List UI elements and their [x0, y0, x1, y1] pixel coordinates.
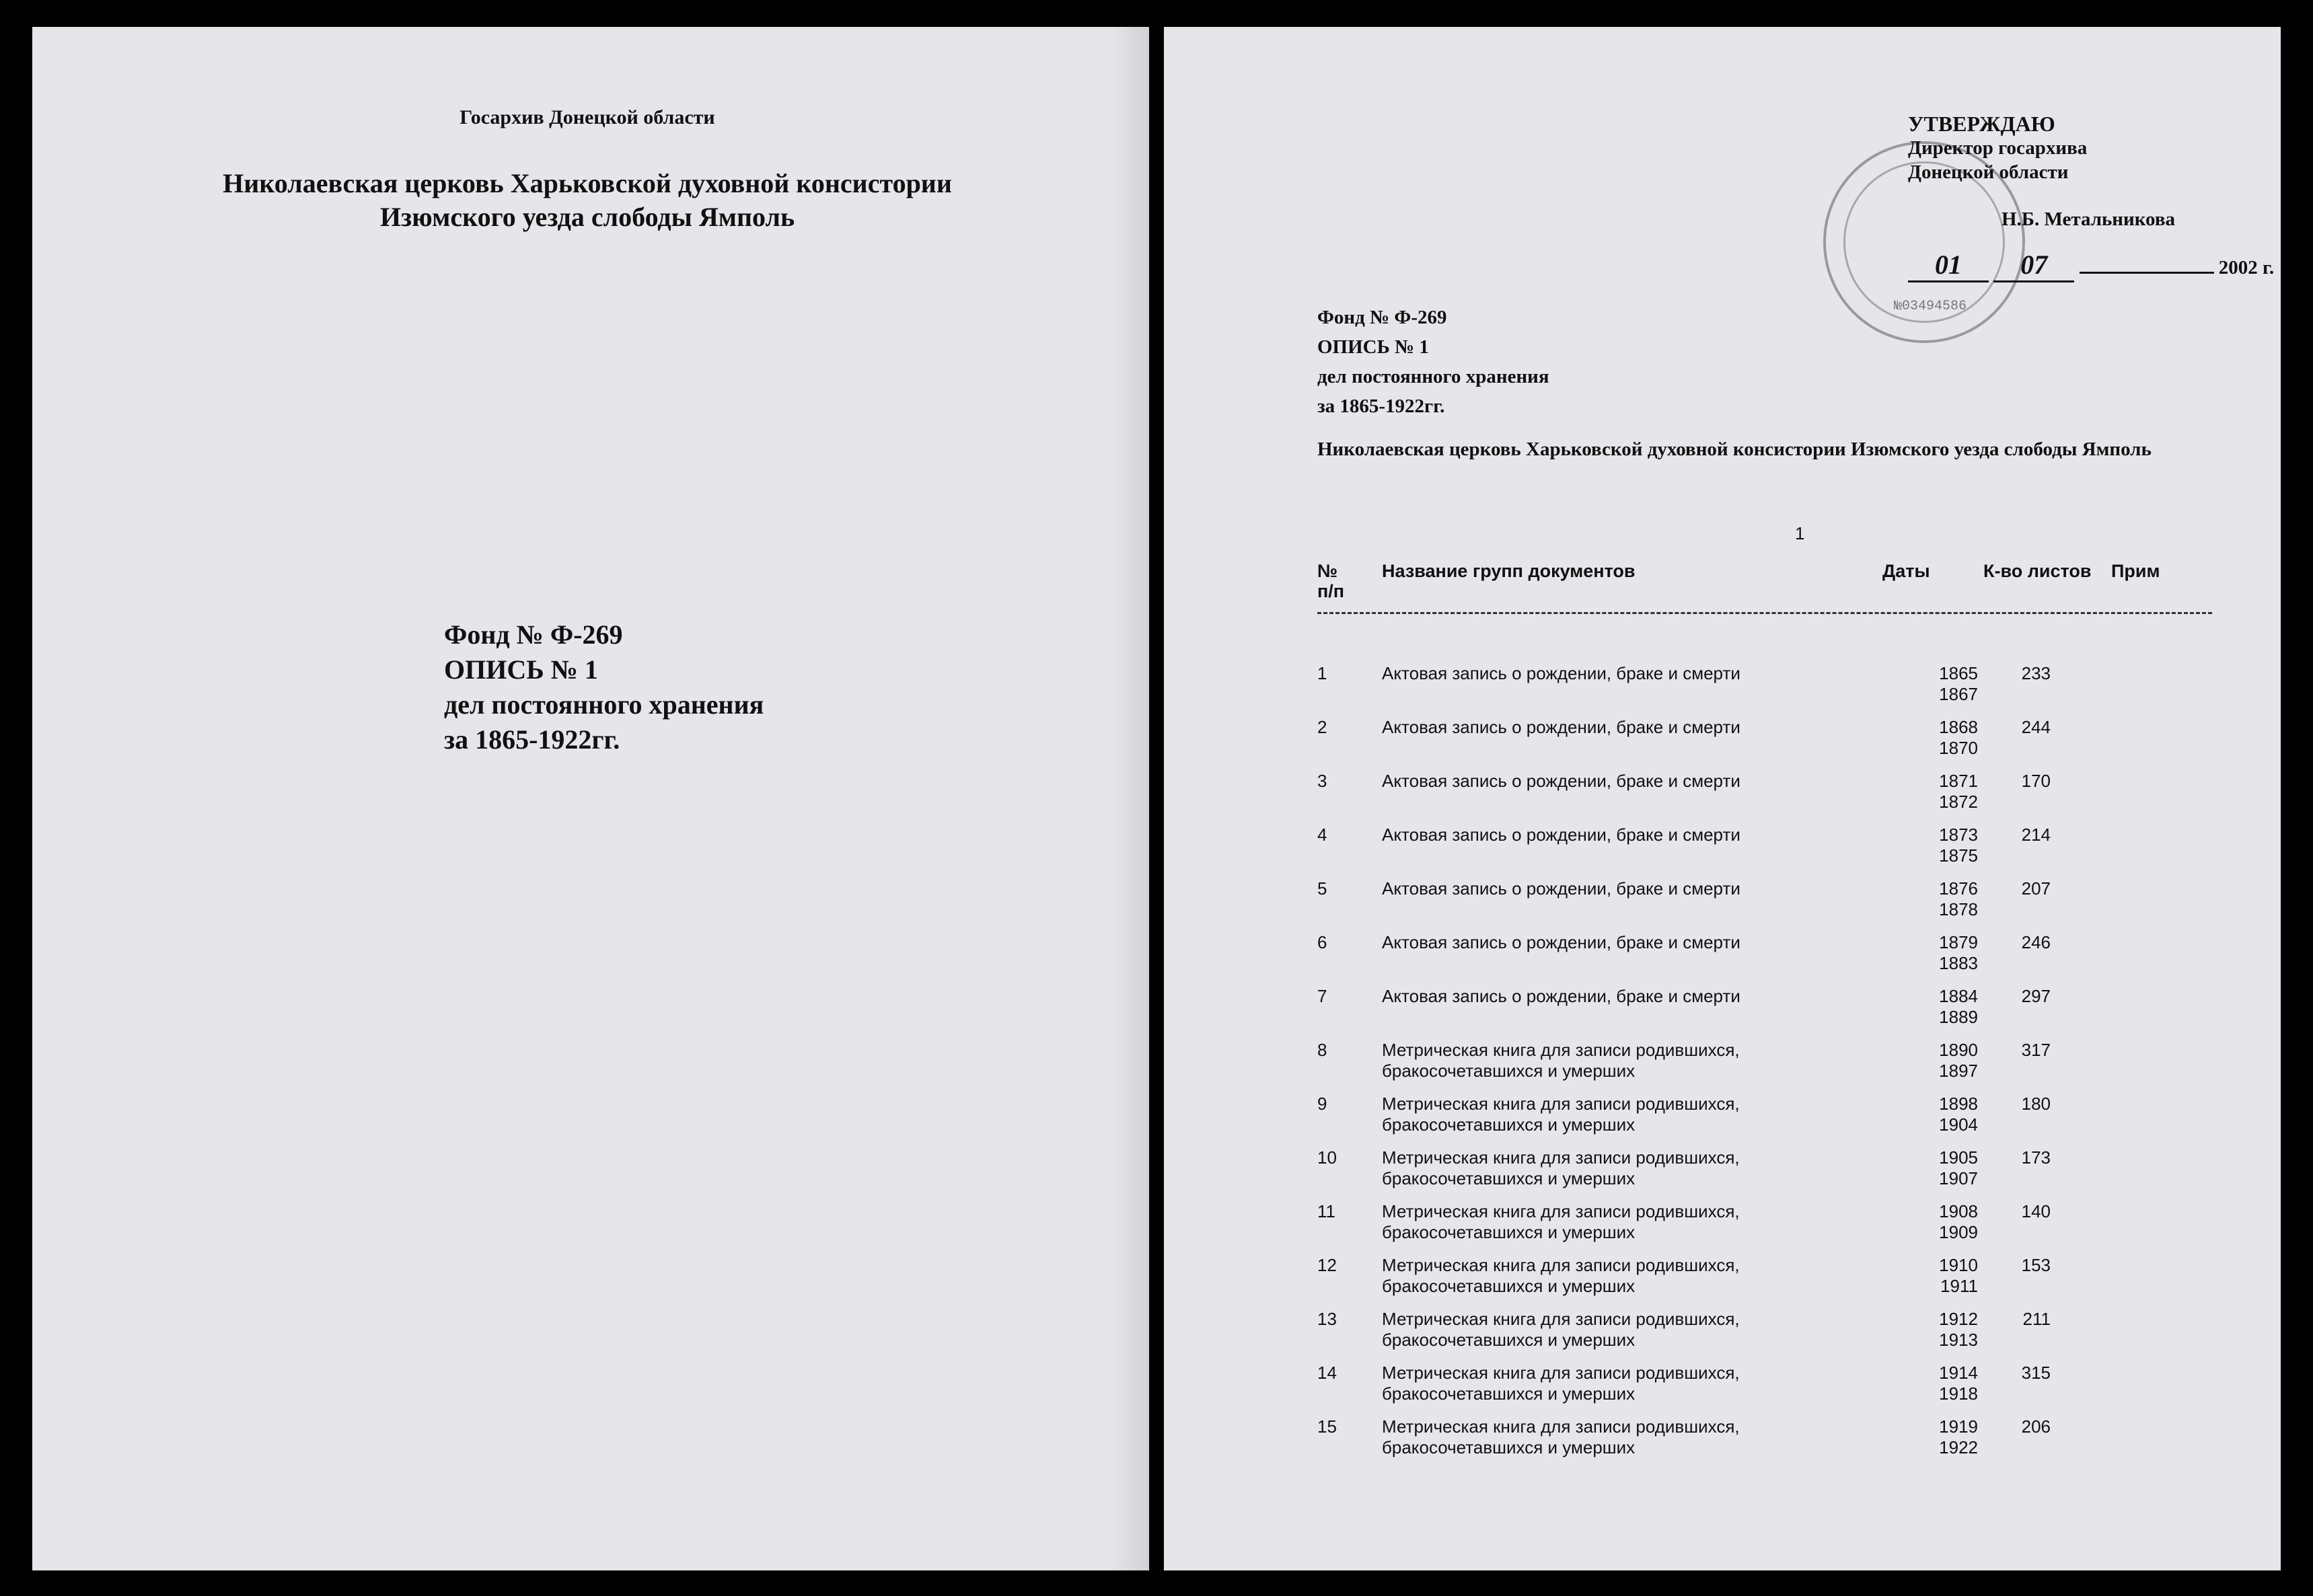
row-dates	[1924, 1309, 1978, 1351]
approval-heading: УТВЕРЖДАЮ	[1908, 112, 2055, 136]
fond-block	[1317, 303, 1549, 421]
table-row	[1317, 1309, 2212, 1363]
row-date-start: 1884	[1939, 986, 1978, 1006]
approval-signer: Н.Б. Метальникова	[2002, 208, 2175, 230]
left-page	[32, 27, 1149, 1570]
row-document-name	[1382, 878, 1812, 899]
row-name-line2: бракосочетавшихся и умерших	[1382, 1330, 1636, 1350]
storage-type: дел постоянного хранения	[444, 689, 764, 720]
row-name-line1: Метрическая книга для записи родившихся,	[1382, 1201, 1740, 1221]
row-document-name	[1382, 1201, 1812, 1243]
table-row	[1317, 878, 2212, 932]
row-number: 13	[1317, 1309, 1337, 1329]
row-document-name	[1382, 717, 1812, 738]
row-dates	[1924, 1363, 1978, 1404]
header-sheets: К-во листов	[1983, 561, 2092, 581]
approval-year: 2002 г.	[2218, 257, 2275, 278]
row-dates	[1924, 1147, 1978, 1189]
header-num-line2: п/п	[1317, 581, 1345, 601]
table-row	[1317, 1416, 2212, 1470]
row-number: 12	[1317, 1255, 1337, 1275]
row-date-start: 1868	[1939, 717, 1978, 737]
row-dates	[1924, 932, 1978, 974]
row-document-name	[1382, 932, 1812, 953]
storage-type: дел постоянного хранения	[1317, 366, 1549, 387]
row-date-end: 1875	[1939, 845, 1978, 866]
row-date-end: 1867	[1939, 684, 1978, 704]
row-number: 5	[1317, 878, 1327, 899]
stamp-code: №03494586	[1893, 299, 1967, 314]
header-num-line1: №	[1317, 561, 1338, 581]
table-row	[1317, 1255, 2212, 1309]
row-date-end: 1870	[1939, 738, 1978, 758]
row-date-start: 1919	[1939, 1416, 1978, 1437]
row-dates	[1924, 825, 1978, 866]
table-row	[1317, 825, 2212, 878]
row-date-start: 1905	[1939, 1147, 1978, 1168]
approval-month: 07	[1993, 249, 2074, 282]
approval-day: 01	[1908, 249, 1989, 282]
opis-number: ОПИСЬ № 1	[444, 654, 598, 685]
row-name-line1: Метрическая книга для записи родившихся,	[1382, 1363, 1740, 1383]
row-name-line1: Актовая запись о рождении, браке и смерти	[1382, 771, 1740, 791]
row-sheets: 297	[2021, 986, 2051, 1006]
row-name-line2: бракосочетавшихся и умерших	[1382, 1383, 1636, 1404]
row-date-start: 1898	[1939, 1094, 1978, 1114]
row-date-end: 1872	[1939, 792, 1978, 812]
row-name-line2: бракосочетавшихся и умерших	[1382, 1437, 1636, 1457]
table-row	[1317, 932, 2212, 986]
row-sheets: 233	[2021, 663, 2051, 683]
row-date-end: 1904	[1939, 1114, 1978, 1135]
row-sheets: 317	[2021, 1040, 2051, 1060]
row-number: 7	[1317, 986, 1327, 1006]
row-name-line2: бракосочетавшихся и умерших	[1382, 1061, 1636, 1081]
row-date-start: 1876	[1939, 878, 1978, 899]
row-dates	[1924, 878, 1978, 920]
row-name-line1: Метрическая книга для записи родившихся,	[1382, 1040, 1740, 1060]
header-num	[1317, 561, 1344, 601]
row-date-start: 1865	[1939, 663, 1978, 683]
approval-block	[1908, 112, 2087, 184]
header-name: Название групп документов	[1382, 561, 1636, 581]
fond-number: Фонд № Ф-269	[1317, 307, 1447, 328]
table-header	[1317, 561, 2212, 601]
row-name-line1: Актовая запись о рождении, браке и смерти	[1382, 663, 1740, 683]
table-row	[1317, 1363, 2212, 1416]
table-row	[1317, 771, 2212, 825]
row-dates	[1924, 986, 1978, 1028]
row-document-name	[1382, 1040, 1812, 1081]
row-document-name	[1382, 986, 1812, 1007]
row-sheets: 180	[2021, 1094, 2051, 1114]
row-date-start: 1914	[1939, 1363, 1978, 1383]
approval-date-line	[2080, 272, 2214, 274]
row-date-start: 1912	[1939, 1309, 1978, 1329]
row-name-line1: Метрическая книга для записи родившихся,	[1382, 1416, 1740, 1437]
row-date-start: 1871	[1939, 771, 1978, 791]
opis-number: ОПИСЬ № 1	[1317, 336, 1429, 358]
row-dates	[1924, 1094, 1978, 1135]
row-sheets: 153	[2021, 1255, 2051, 1275]
row-document-name	[1382, 1363, 1812, 1404]
row-name-line2: бракосочетавшихся и умерших	[1382, 1222, 1636, 1242]
row-name-line2: бракосочетавшихся и умерших	[1382, 1168, 1636, 1188]
archive-name: Госархив Донецкой области	[460, 106, 715, 128]
row-name-line2: бракосочетавшихся и умерших	[1382, 1276, 1636, 1296]
fund-title-line2: Изюмского уезда слободы Ямполь	[379, 202, 795, 232]
row-sheets: 170	[2021, 771, 2051, 791]
row-date-end: 1913	[1939, 1330, 1978, 1350]
row-date-end: 1918	[1939, 1383, 1978, 1404]
table-row	[1317, 1201, 2212, 1255]
row-number: 8	[1317, 1040, 1327, 1060]
row-date-start: 1879	[1939, 932, 1978, 952]
fund-title: Николаевская церковь Харьковской духовной консистории Изюмского уезда слободы Ямполь	[1317, 439, 2152, 460]
row-number: 1	[1317, 663, 1327, 683]
table-row	[1317, 1094, 2212, 1147]
row-date-end: 1883	[1939, 953, 1978, 973]
header-dates: Даты	[1882, 561, 1930, 581]
approval-position-line2: Донецкой области	[1908, 161, 2069, 183]
row-number: 10	[1317, 1147, 1337, 1168]
row-sheets: 246	[2021, 932, 2051, 952]
row-name-line1: Метрическая книга для записи родившихся,	[1382, 1255, 1740, 1275]
row-date-end: 1897	[1939, 1061, 1978, 1081]
right-page	[1164, 27, 2281, 1570]
approval-date	[1908, 249, 2274, 282]
row-sheets: 207	[2021, 878, 2051, 899]
page-fold-shadow	[1109, 27, 1163, 1570]
row-date-end: 1889	[1939, 1007, 1978, 1027]
row-date-end: 1878	[1939, 899, 1978, 919]
table-row	[1317, 1040, 2212, 1094]
row-document-name	[1382, 825, 1812, 845]
row-number: 15	[1317, 1416, 1337, 1437]
row-dates	[1924, 663, 1978, 705]
row-sheets: 315	[2021, 1363, 2051, 1383]
table-row	[1317, 717, 2212, 771]
period: за 1865-1922гг.	[444, 724, 620, 755]
row-dates	[1924, 1201, 1978, 1243]
row-sheets: 211	[2022, 1309, 2051, 1329]
row-document-name	[1382, 1309, 1812, 1351]
row-document-name	[1382, 1255, 1812, 1297]
fond-number: Фонд № Ф-269	[444, 619, 623, 650]
row-sheets: 140	[2021, 1201, 2051, 1221]
row-sheets: 244	[2021, 717, 2051, 737]
table-row	[1317, 986, 2212, 1040]
fond-block	[444, 617, 764, 757]
approval-position-line1: Директор госархива	[1908, 137, 2088, 159]
header-note: Прим	[2111, 561, 2160, 581]
row-date-start: 1910	[1939, 1255, 1978, 1275]
row-name-line1: Метрическая книга для записи родившихся,	[1382, 1147, 1740, 1168]
table-row	[1317, 1147, 2212, 1201]
row-dates	[1924, 1416, 1978, 1458]
fund-title	[32, 167, 1142, 234]
row-date-end: 1922	[1939, 1437, 1978, 1457]
row-date-end: 1907	[1939, 1168, 1978, 1188]
row-sheets: 206	[2021, 1416, 2051, 1437]
header-separator	[1317, 612, 2212, 614]
row-sheets: 173	[2021, 1147, 2051, 1168]
row-number: 2	[1317, 717, 1327, 737]
row-date-end: 1909	[1939, 1222, 1978, 1242]
row-sheets: 214	[2021, 825, 2051, 845]
row-name-line1: Актовая запись о рождении, браке и смерти	[1382, 932, 1740, 952]
row-document-name	[1382, 771, 1812, 792]
row-name-line1: Актовая запись о рождении, браке и смерти	[1382, 825, 1740, 845]
row-dates	[1924, 1040, 1978, 1081]
row-date-start: 1890	[1939, 1040, 1978, 1060]
fund-title-line1: Николаевская церковь Харьковской духовной консистории	[223, 168, 952, 198]
row-name-line1: Метрическая книга для записи родившихся,	[1382, 1309, 1740, 1329]
row-dates	[1924, 717, 1978, 759]
row-number: 9	[1317, 1094, 1327, 1114]
row-document-name	[1382, 663, 1812, 684]
row-dates	[1924, 771, 1978, 812]
row-number: 11	[1317, 1201, 1335, 1221]
period: за 1865-1922гг.	[1317, 395, 1445, 417]
row-date-start: 1873	[1939, 825, 1978, 845]
row-name-line1: Актовая запись о рождении, браке и смерти	[1382, 986, 1740, 1006]
row-number: 4	[1317, 825, 1327, 845]
row-name-line1: Актовая запись о рождении, браке и смерти	[1382, 878, 1740, 899]
page-number: 1	[1795, 523, 1805, 543]
row-document-name	[1382, 1094, 1812, 1135]
row-name-line1: Актовая запись о рождении, браке и смерти	[1382, 717, 1740, 737]
row-document-name	[1382, 1147, 1812, 1189]
row-name-line1: Метрическая книга для записи родившихся,	[1382, 1094, 1740, 1114]
row-dates	[1924, 1255, 1978, 1297]
table-body	[1317, 663, 2212, 1470]
row-number: 3	[1317, 771, 1327, 791]
row-number: 14	[1317, 1363, 1337, 1383]
row-document-name	[1382, 1416, 1812, 1458]
table-row	[1317, 663, 2212, 717]
row-number: 6	[1317, 932, 1327, 952]
row-date-end: 1911	[1940, 1276, 1978, 1296]
row-name-line2: бракосочетавшихся и умерших	[1382, 1114, 1636, 1135]
row-date-start: 1908	[1939, 1201, 1978, 1221]
